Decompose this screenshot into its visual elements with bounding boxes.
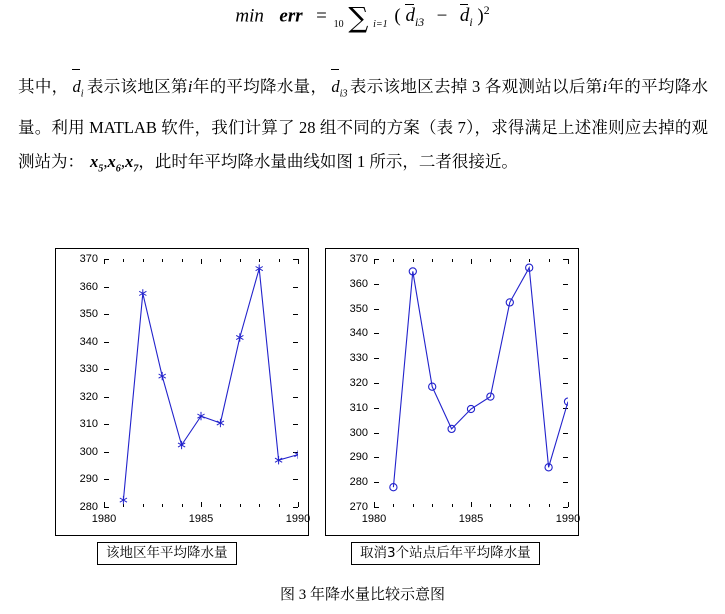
y-axis-tick-label: 280 [79,501,98,513]
formula-term2-sub: i [469,16,473,30]
y-axis-tick-mark [293,507,298,508]
formula-min: min [235,5,264,27]
para-seg7: 上述准则应去掉的观测站为： [18,118,709,172]
y-axis-tick-label: 300 [79,445,98,458]
y-axis-tick-mark [563,507,568,508]
chart-left-caption: 该地区年平均降水量 [97,542,237,565]
plot-area-left [79,253,311,525]
figure-charts [0,248,725,568]
formula-equals: = [316,5,327,27]
body-paragraph [18,70,708,187]
sum-lower-limit: i=1 [373,19,388,31]
y-axis-tick-label: 290 [349,451,368,464]
x-axis-tick-label: 1985 [458,513,484,525]
para-seg3: 年的平均降水量， [192,77,328,96]
y-axis-tick-label: 370 [349,253,368,265]
y-axis-tick-label: 340 [79,335,98,348]
y-axis-tick-label: 370 [79,253,98,265]
formula-term1: d [405,5,415,27]
para-seg5: 年 [607,77,625,96]
para-seg1: 其中， [18,77,69,96]
para-seg9: 接近。 [468,152,518,172]
formula-close-paren: ) [477,5,484,27]
para-italic-i: i [187,77,193,96]
para-x6-sub: 6 [115,163,121,175]
para-seg8: ，此时年平均降水量曲线如图 1 所示，二者很 [138,152,469,172]
y-axis-tick-label: 290 [79,473,98,486]
formula-open-paren: ( [394,5,401,27]
para-seg6: 的平均降水量。利用 MATLAB 软件，我们计算了 28 组不同的方案（表 7），求得满足 [18,77,709,138]
sum-upper-limit: 10 [333,19,344,31]
x-axis-tick-label: 1990 [555,513,581,525]
plot-box-left [55,248,309,536]
x-axis-tick-mark [568,502,569,507]
x-axis-tick-mark [298,502,299,507]
y-axis-tick-label: 280 [349,476,368,489]
data-series [104,259,298,507]
data-series [374,259,568,507]
chart-left [55,248,309,565]
para-seg4: 表示该地区去掉 3 各观测站以后第 [349,77,603,96]
para-comma1: , [103,152,108,172]
y-axis-tick-label: 300 [349,426,368,439]
para-x6: x [107,152,116,172]
y-axis-tick-label: 330 [79,363,98,376]
para-d-i3: d [331,70,339,104]
para-x5-sub: 5 [98,163,104,175]
chart-right-caption: 取消3个站点后年平均降水量 [351,542,540,565]
y-axis-tick-label: 310 [349,401,368,414]
formula-block [0,1,725,35]
y-axis-tick-label: 350 [79,308,98,321]
y-axis-tick-label: 310 [79,418,98,431]
chart-right [325,248,579,565]
y-axis-tick-label: 360 [79,280,98,293]
y-axis-tick-label: 360 [349,277,368,290]
x-axis-tick-label: 1985 [188,513,214,525]
para-x5: x [90,152,99,172]
y-axis-tick-label: 340 [349,327,368,340]
para-x7: x [124,152,134,172]
formula-minus: − [436,5,448,27]
para-italic-i2: i [602,77,608,96]
para-d-i: d [72,70,80,104]
y-axis-tick-mark [374,507,379,508]
x-axis-tick-label: 1980 [91,513,117,525]
para-d-i3-sub: i3 [339,88,348,100]
para-x7-sub: 7 [133,163,139,175]
y-axis-tick-label: 320 [79,390,98,403]
summation [333,1,388,35]
x-axis-tick-label: 1990 [285,513,311,525]
sigma-icon: ∑ [348,1,369,35]
para-seg2: 表示该地区第 [86,77,188,96]
plot-area-right [349,253,581,525]
y-axis-tick-label: 320 [349,377,368,389]
formula-term2: d [459,5,470,27]
x-axis-tick-label: 1980 [361,513,387,525]
x-axis-tick-mark [568,259,569,264]
para-d-i-sub: i [80,88,84,100]
para-comma2: , [120,152,125,172]
formula-power: 2 [483,4,490,17]
y-axis-tick-label: 270 [349,501,368,513]
y-axis-tick-label: 350 [349,302,368,315]
formula-term1-sub: i3 [414,16,425,30]
y-axis-tick-label: 330 [349,352,368,365]
y-axis-tick-mark [104,507,109,508]
objective-formula [235,1,490,35]
plot-box-right [325,248,579,536]
x-axis-tick-mark [298,259,299,264]
formula-err: err [279,5,303,27]
figure-caption: 图 3 年降水量比较示意图 [279,587,445,603]
